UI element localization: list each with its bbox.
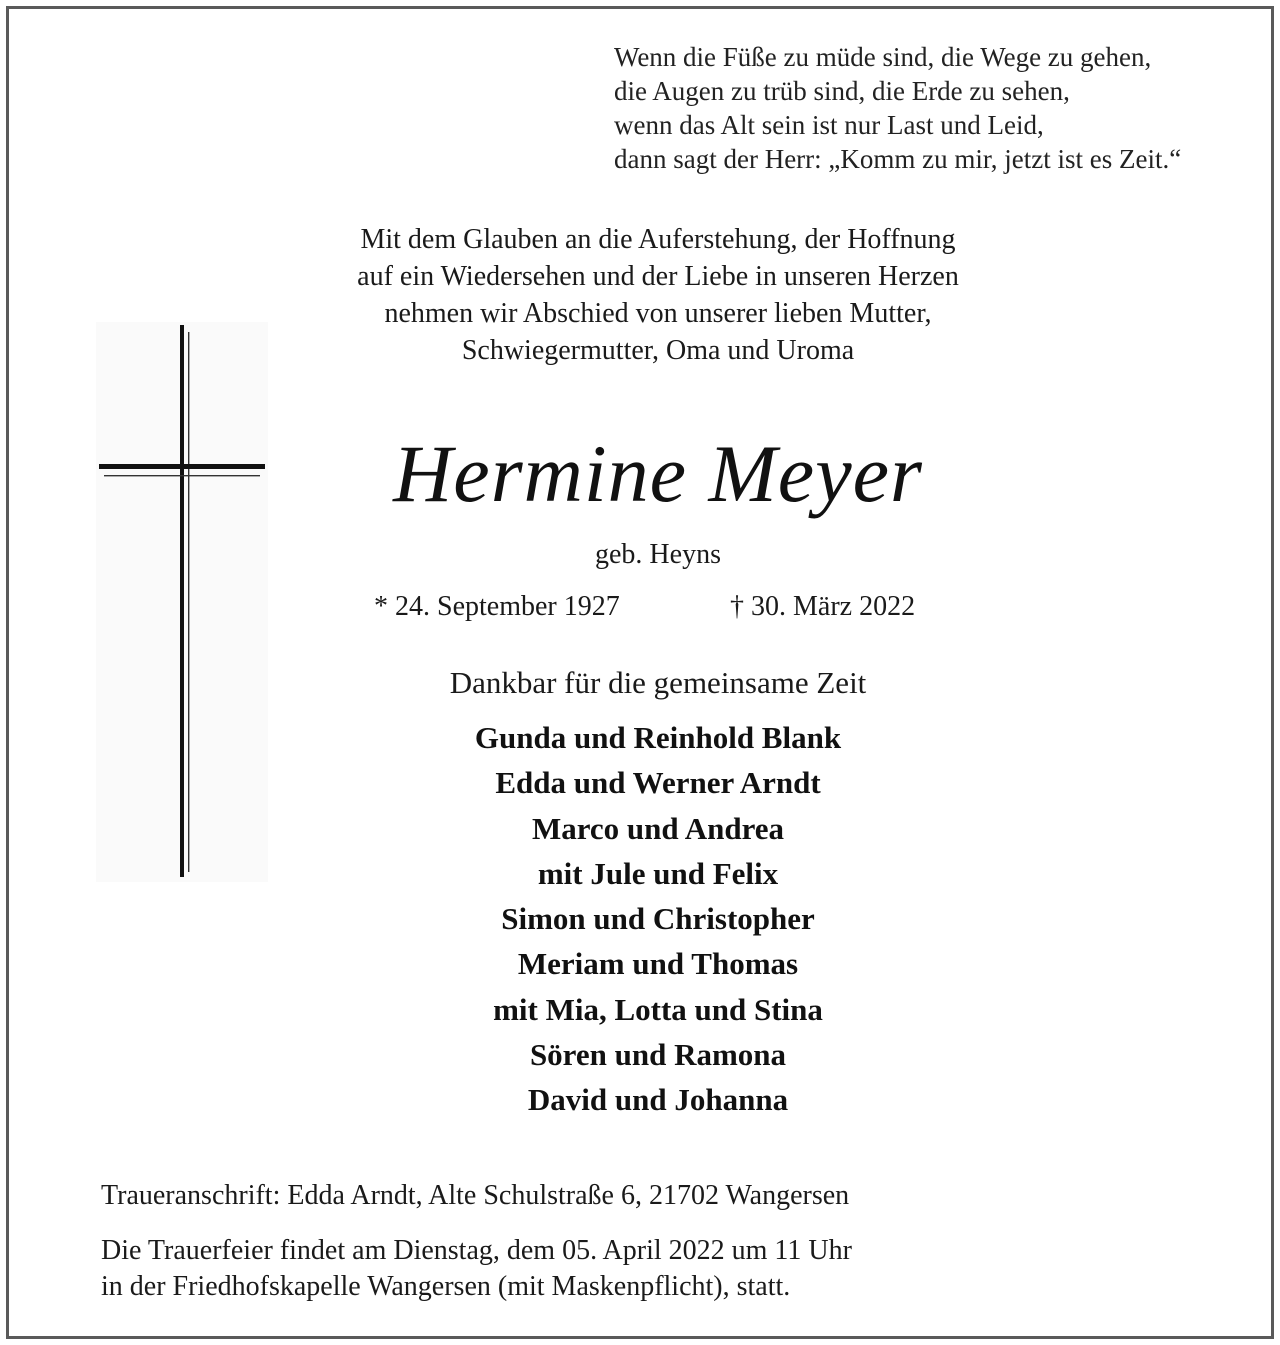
thanks-line: Dankbar für die gemeinsame Zeit [449,665,867,700]
cross-graphic [96,322,268,882]
family-entry: Edda und Werner Arndt [495,765,821,801]
maiden-name: geb. Heyns [595,539,721,570]
poem-line: die Augen zu trüb sind, die Erde zu sehen, [614,76,1070,106]
ceremony-info [101,1233,1201,1305]
family-entry: Gunda und Reinhold Blank [474,720,842,755]
intro-line: auf ein Wiedersehen und der Liebe in unseren Herzen [357,261,959,292]
poem-line: Wenn die Füße zu müde sind, die Wege zu gehen, [614,42,1152,72]
poem [614,40,1254,176]
intro-line: Mit dem Glauben an die Auferstehung, der Hoffnung [360,224,956,255]
ceremony-line: in der Friedhofskapelle Wangersen (mit Maskenpflicht), statt. [101,1271,791,1302]
death-date: † 30. März 2022 [730,591,916,622]
birth-date: * 24. September 1927 [374,591,620,622]
intro-text [258,221,1058,369]
ceremony-line: Die Trauerfeier findet am Dienstag, dem 05. April 2022 um 11 Uhr [101,1235,852,1266]
family-entry: David und Johanna [527,1082,789,1118]
intro-line: Schwiegermutter, Oma und Uroma [461,335,855,366]
mourning-address: Traueranschrift: Edda Arndt, Alte Schulstraße 6, 21702 Wangersen [101,1180,850,1211]
family-entry: mit Mia, Lotta und Stina [493,991,823,1027]
deceased-name: Hermine Meyer [393,428,923,519]
family-entry: mit Jule und Felix [537,855,779,891]
cross-icon [96,322,268,882]
family-entry: Simon und Christopher [501,901,815,937]
intro-line: nehmen wir Abschied von unserer lieben Mutter, [384,298,932,329]
family-entry: Sören und Ramona [529,1037,787,1073]
family-entry: Meriam und Thomas [517,946,799,982]
family-list [258,715,1058,1123]
poem-line: wenn das Alt sein ist nur Last und Leid, [614,110,1044,140]
family-entry: Marco und Andrea [531,810,785,846]
poem-line: dann sagt der Herr: „Komm zu mir, jetzt ist es Zeit.“ [614,144,1182,174]
